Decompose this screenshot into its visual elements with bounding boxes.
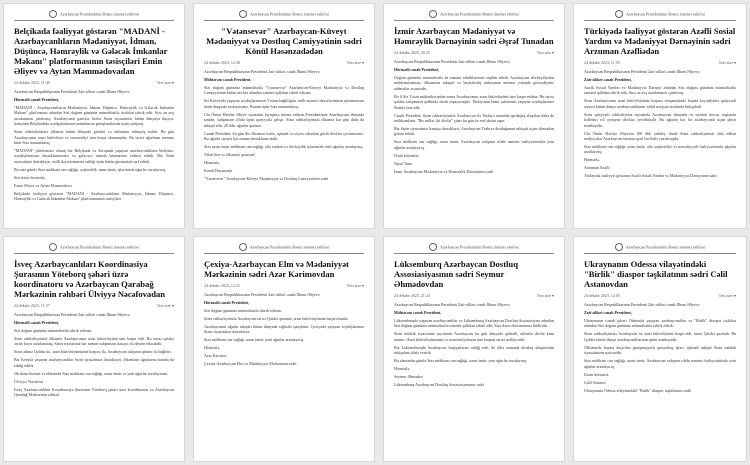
text-size-control[interactable]: Text size ▾ <box>347 283 364 288</box>
site-name: Azərbaycan Prezidentinin Rəsmi internet səhifəsi <box>625 244 706 250</box>
letter-paragraph: Sizə möhkəm can sağlığı, uzun ömür, Azərbaycan xalqının rifahı naminə fəaliyyətinizdə yeni uğurlar arzulayırıq. <box>394 139 554 150</box>
header-divider <box>14 20 174 21</box>
letter-paragraph: Ulu Öndər Heydər Əliyevin 100 illik yubiley ilində Sizin rəhbərliyinizlə əldə edilən nailiyyətlər Azərbaycan tarixinə qızıl hərflərlə yazılacaqdır. <box>584 130 736 142</box>
publish-date: 24 dekabr 2023, 12:31 <box>204 283 240 288</box>
letter-meta <box>584 293 736 298</box>
text-size-control[interactable]: Text size ▾ <box>537 50 554 55</box>
page-header <box>204 10 364 19</box>
letter-paragraph: Azərbaycan Respublikasının Prezidenti Zati-aliləri cənab İlham Əliyevə <box>14 89 130 94</box>
text-size-control[interactable]: Text size ▾ <box>719 293 736 298</box>
letter-paragraph: "MADANİ" platforması olaraq biz Belçikada və Avropada yaşayan azərbaycanlıların birliyinə, soydaşlarımızın dəstəklənməsinə və gələcəyə inamla baxmasına xidmət edirik. Biz Sizin siyasətinizi dəstəkləyir, milli dəyərlərimizin təbliği üçün bütün gücümüzü sərf edirik. <box>14 148 174 164</box>
letter-paragraph: Sizi doğum gününüz münasibətilə təbrik edirəm. <box>204 308 282 313</box>
letter-paragraph: Dərin hörmətlə, <box>394 152 420 158</box>
letter-paragraph: Lüksemburqda yaşayan azərbaycanlılar və Lüksemburq Azərbaycan Dostluq Assosiasiyası adından Sizi doğum gününüz münasibətilə səmimi qəlbdən təbrik edir, Sizə dərin ehtiramımızı bildiririk. <box>394 318 554 329</box>
letter-meta <box>14 80 174 85</box>
publish-date: 24 dekabr 2023, 11:49 <box>14 80 50 85</box>
letter-paragraph: Sizin rəhbərliyinizlə Azərbaycan tarixi Qələbə qazandı, ərazi bütövlüyümüz bərpa olundu. <box>204 316 349 321</box>
state-emblem-icon <box>49 243 57 251</box>
header-divider <box>394 253 554 254</box>
letter-paragraph: Azərbaycanın uğurlu inkişafı bütün dünyada rəğbətlə qarşılanır. Çexiyada yaşayan soydaşlarımız Sizin siyasətinizi dəstəkləyir. <box>204 324 364 335</box>
letter-paragraph: Azərbaycan Respublikasının Prezidenti Zati-aliləri cənab İlham Əliyevə <box>394 59 510 64</box>
letter-paragraph: "MADANİ - Azərbaycanlıların Mədəniyyət, İdman, Düşüncə, Həmrəylik və Gələcək İmkanlar Məkanı" platforması adından Sizi doğum gününüz münasibətilə ürəkdən təbrik edir, Sizə ən xoş arzularımızı çatdırırıq. Azərbaycanlı gənclər, bizlər Sizin siyasətinizi bütün dünyaya daşıyır, həmçinin Belçikadakı soydaşlarımızın imkanlarını genişləndirmək üçün çalışırıq. <box>14 105 174 127</box>
letter-paragraph: Azərbaycan Respublikasının Prezidenti Zati-aliləri cənab İlham Əliyevə <box>584 302 700 307</box>
page-header <box>204 243 364 252</box>
page-header <box>14 243 174 252</box>
site-name: Azərbaycan Prezidentinin Rəsmi internet səhifəsi <box>59 11 140 17</box>
letter-title: Ukraynanın Odessa vilayətindəki "Birlik" diaspor təşkilatının sədri Cəlil Astanovdan <box>584 259 728 289</box>
letter-paragraph: Cənab Prezident, bu gün Siz ölkəmizi hərbi, iqtisadi və siyasi cəhətdən güclü dövlətə çevirmisiniz. Bu uğurlu siyasət hər zaman dəstəklənəcəkdir. <box>204 130 364 142</box>
letter-paragraph: Sizin qətiyyətli rəhbərliyiniz sayəsində Azərbaycan dünyada öz sözünü deyən, regionda həlledici rol oynayan dövlətə çevrilmişdir. Bu uğurlar hər bir azərbaycanlı üçün qürur mənbəyidir. <box>584 111 736 128</box>
document-page <box>4 4 184 228</box>
site-name: Azərbaycan Prezidentinin Rəsmi internet səhifəsi <box>249 244 330 250</box>
letter-title: "Vətənsevər" Azərbaycan-Küveyt Mədəniyyət və Dostluq Cəmiyyətinin sədri Könül Həsənzadədən <box>206 26 362 56</box>
letter-paragraph: Hörmətlə, <box>584 157 601 163</box>
page-header <box>584 243 736 252</box>
letter-paragraph: Seymur Əhmədov <box>394 374 424 380</box>
letter-title: Lüksemburq Azərbaycan Dostluq Assosiasiyasının sədri Seymur Əhmədovdan <box>394 259 518 289</box>
letter-paragraph: Biz Lüksemburqda Azərbaycan həqiqətlərini təbliğ edir, iki ölkə arasında dostluq əlaqələrinin inkişafına töhfə veririk. <box>394 344 554 356</box>
letter-paragraph: Hörmətli cənab Prezident, <box>14 320 59 325</box>
letter-paragraph: Lüksemburq Azərbaycan Dostluq Assosiasiyasının sədri <box>394 382 484 388</box>
letter-paragraph: Belçikada fəaliyyət göstərən "MADANİ - Azərbaycanlıların Mədəniyyət, İdman, Düşüncə, Həmrəylik və Gələcək İmkanlar Məkanı" platformasının təsisçiləri <box>14 190 174 202</box>
letter-paragraph: Möhtərəm cənab Prezident, <box>394 310 442 315</box>
text-size-control[interactable]: Text size ▾ <box>537 293 554 298</box>
state-emblem-icon <box>239 243 247 251</box>
letter-paragraph: Zati-aliləri cənab Prezident, <box>584 77 632 82</box>
letter-paragraph: Sizin rəhbərliyinizlə Azərbaycan öz ərazi bütövlüyünü bərpa etdi, tarixi Qələbə qazandı. Bu Qələbə bütün dünya azərbaycanlılarının qürur mənbəyidir. <box>584 331 736 342</box>
publish-date: 24 dekabr 2023, 11:57 <box>14 303 50 308</box>
letter-paragraph: Azərbaycan Respublikasının Prezidenti Zati-aliləri cənab İlham Əliyevə <box>204 69 320 74</box>
letter-title: Belçikada fəaliyyət göstərən "MADANİ - Azərbaycanlıların Mədəniyyət, İdman, Düşüncə, Həmrəylik və Gələcək İmkanlar Məkanı" platformasının təsisçiləri Emin Əliyev və Aytən Məmmədovadan <box>14 26 168 76</box>
text-size-control[interactable]: Text size ▾ <box>719 60 736 65</box>
letter-paragraph: Hörmətli cənab Prezident, <box>394 67 439 72</box>
letter-paragraph: Bu il Siz Vətən müharibəsindən sonra Azərbaycanın ərazi bütövlüyünü tam bərpa etdiniz. Bu tarixi qələbə xalqımızın qəlbində əbədi yaşayacaqdır. Türkiyənin İzmir şəhərində yaşayan soydaşlarımız Sizinlə fəxr edir. <box>394 93 554 110</box>
header-divider <box>14 253 174 254</box>
letter-paragraph: Bu əlamətdar gündə Sizə möhkəm can sağlığı, uzun ömür, yeni uğurlar arzulayırıq. <box>394 358 528 364</box>
letter-meta <box>204 60 364 65</box>
letter-paragraph: Cəlil Astanov <box>584 379 606 385</box>
state-emblem-icon <box>429 243 437 251</box>
letter-paragraph: Sizin Azərbaycanın ərazi bütövlüyünün bərpası istiqamətində həyata keçirdiyiniz qətiyyətli siyasət bütün dünya azərbaycanlılarını vahid məqsəd ətrafında birləşdirdi. <box>584 98 736 109</box>
letter-paragraph: Sizə möhkəm can sağlığı, uzun ömür, ailə xoşbəxtliyi və məsuliyyətli fəaliyyətinizdə uğurlar arzulayırıq. <box>584 144 736 155</box>
site-name: Azərbaycan Prezidentinin Rəsmi internet səhifəsi <box>439 244 520 250</box>
letter-paragraph: Ukraynanın cənub şəhəri Odessada yaşayan azərbaycanlılar və "Birlik" diaspor təşkilatı adından Sizi doğum gününüz münasibətilə təbrik edirik. <box>584 318 736 329</box>
letter-paragraph: Hörmətlə, <box>204 345 221 351</box>
header-divider <box>584 253 736 254</box>
text-size-control[interactable]: Text size ▾ <box>347 60 364 65</box>
letter-paragraph: Azərbaycan Respublikasının Prezidenti Zati-aliləri cənab İlham Əliyevə <box>14 312 130 317</box>
letter-paragraph: İzmir Azərbaycan Mədəniyyət və Həmrəylik Dərnəyinin sədri <box>394 168 494 174</box>
letter-meta <box>394 293 554 298</box>
letter-title: İsveç Azərbaycanlıları Koordinasiya Şurasının Yöteborq şəhəri üzrə koordinatoru və Azərbaycan Qarabağ Mərkəzinin rəhbəri Ülviyyə Nəcəfovadan <box>14 259 166 299</box>
letter-paragraph: Azərbaycan Respublikasının Prezidenti Zati-aliləri cənab İlham Əliyevə <box>394 302 510 307</box>
letter-paragraph: Doğum gününüz münasibətilə ən səmimi təbriklərimizi təqdim edirik. Azərbaycan dövlətçiliyinin möhkəmlənməsi, ölkəmizin inkişafı və beynəlxalq nüfuzunun artması yolunda göstərdiyiniz xidmətlər əvəzsizdir. <box>394 75 554 91</box>
letter-paragraph: Sizin müdrik siyasətiniz sayəsində Azərbaycan bu gün dünyada qüdrətli, nüfuzlu dövlət kimi tanınır. Ərazi bütövlüyümüzün və suverenliyimizin tam bərpası tarixi nailiyyətdir. <box>394 331 554 342</box>
letter-paragraph: Arzuman Azəfli <box>584 165 610 171</box>
letter-paragraph: Hörmətli cənab Prezident, <box>14 97 59 102</box>
text-size-control[interactable]: Text size ▾ <box>157 303 174 308</box>
letter-paragraph: Hörmətlə, <box>204 160 221 166</box>
letter-title: Çexiya-Azərbaycan Elm və Mədəniyyət Mərkəzinin sədri Azər Kərimovdan <box>204 259 349 279</box>
document-page <box>194 4 374 228</box>
document-page <box>384 4 564 228</box>
document-page <box>574 4 746 228</box>
letter-meta <box>394 50 554 55</box>
letter-paragraph: Zati-aliləri cənab Prezident, <box>584 310 632 315</box>
state-emblem-icon <box>239 10 247 18</box>
letter-paragraph: Allah Sizi və ölkəmizi qorusun! <box>204 152 256 158</box>
site-name: Azərbaycan Prezidentinin Rəsmi internet səhifəsi <box>625 11 706 17</box>
letter-paragraph: Dərin hörmətlə, <box>584 371 610 377</box>
document-page <box>194 237 374 461</box>
letter-body <box>584 69 736 179</box>
state-emblem-icon <box>615 10 623 18</box>
letter-paragraph: Azərbaycan Respublikasının Prezidenti Zati-aliləri cənab İlham Əliyevə <box>204 292 320 297</box>
letter-meta <box>584 60 736 65</box>
text-size-control[interactable]: Text size ▾ <box>157 80 174 85</box>
document-page <box>384 237 564 461</box>
letter-paragraph: Bu əziz gündə Sizə möhkəm can sağlığı, xoşbəxtlik, uzun ömür, işlərinizdə uğurlar arzulayırıq. <box>14 166 167 172</box>
publish-date: 24 dekabr 2023, 12:38 <box>204 60 240 65</box>
publish-date: 24 dekabr 2023, 11:59 <box>584 60 620 65</box>
letter-paragraph: Sizə möhkəm can sağlığı, uzun ömür, Azərbaycan xalqının rifahı naminə fəaliyyətinizdə yeni uğurlar arzulayırıq. <box>584 358 736 369</box>
letter-paragraph: Biz İsveçdə yaşayan azərbaycanlılar Sizin siyasətinizi dəstəkləyir, ölkəmizin uğurlarını burada da təbliğ edirik. <box>14 357 174 368</box>
letter-paragraph: Biz Sizin siyasətinizi həmişə dəstəkləyir, Azərbaycan-Türkiyə dostluğunun inkişafı üçün əlimizdən gələni edirik. <box>394 126 554 137</box>
header-divider <box>204 253 364 254</box>
page-header <box>584 10 736 19</box>
publish-date: 24 dekabr 2023, 12:05 <box>584 293 620 298</box>
letter-paragraph: Çexiya-Azərbaycan Elm və Mədəniyyət Mərkəzinin sədri <box>204 361 297 367</box>
state-emblem-icon <box>615 243 623 251</box>
letter-paragraph: Azərbaycan Respublikasının Prezidenti Zati-aliləri cənab İlham Əliyevə <box>584 69 700 74</box>
letter-body <box>204 292 364 367</box>
page-header <box>394 243 554 252</box>
letter-paragraph: Sizi doğum gününüz münasibətilə təbrik edirəm. <box>14 328 92 333</box>
page-header <box>394 10 554 19</box>
letter-paragraph: Əşrəf Tuna <box>394 160 412 166</box>
letter-body <box>14 312 174 398</box>
letter-paragraph: Ölkəmizdə həyata keçirilən genişmiqyaslı quruculuq işləri, iqtisadi inkişaf Sizin müdrik siyasətinizin nəticəsidir. <box>584 344 736 356</box>
letter-body <box>394 302 554 388</box>
site-name: Azərbaycan Prezidentinin Rəsmi internet səhifəsi <box>59 244 140 250</box>
document-page <box>574 237 746 461</box>
letter-paragraph: Sizin rəhbərliyinizlə ölkəmiz Azərbaycanın ərazi bütövlüyünü tam bərpa etdi. Bu tarixi qələbə əsrlər boyu xatırlanacaq, Sizin siyasətiniz hər zaman xalqımızın dəstəyi ilə davam edəcəkdir. <box>14 336 174 347</box>
letter-paragraph: Sizə uzun ömür, möhkəm can sağlığı, ailə səadəti və dövlətçilik işlərinizdə yeni uğurlar arzulayırıq. <box>204 144 364 150</box>
letter-paragraph: İsveç Azərbaycanlıları Koordinasiya Şurasının Yöteborq şəhəri üzrə koordinatoru və Azərbaycan Qarabağ Mərkəzinin rəhbəri <box>14 386 174 398</box>
letter-paragraph: Hörmətlə, <box>394 366 411 372</box>
site-name: Azərbaycan Prezidentinin Rəsmi internet səhifəsi <box>439 11 520 17</box>
letter-paragraph: Siz Küveytdə yaşayan soydaşlarımızın Vətənə bağlılığını, milli-mənəvi dəyərlərimizin qorunmasını daim diqqətdə saxlayırsınız. Bunun üçün Sizə minnətdarıq. <box>204 98 364 109</box>
letter-paragraph: Ülviyyə Nəcəfova <box>14 378 44 384</box>
letter-paragraph: Sizi dərin hörmətlə, <box>14 174 46 180</box>
publish-date: 24 dekabr 2023, 21:24 <box>394 293 430 298</box>
letter-body <box>394 59 554 174</box>
letter-paragraph: Sizin adınız Qələbə ilə, ərazi bütövlüyümüzün bərpası ilə, Azərbaycan xalqının qüruru ilə bağlıdır. <box>14 349 172 355</box>
letter-meta <box>204 283 364 288</box>
letter-paragraph: Sizin rəhbərliyinizlə ölkəmiz bütün dünyada gücünü və nüfuzunu nümayiş etdirir. Bu gün Azərbaycanın ərazi bütövlüyü və suverenliyi tam bərpa olunmuşdur. Bu tarixi uğurların memarı kimi Sizə minnətdarıq. <box>14 129 174 146</box>
letter-meta <box>14 303 174 308</box>
letter-paragraph: Türkiyədə fəaliyyət göstərən Azəfli Sosial Yardım və Mədəniyyət Dərnəyinin sədri <box>584 173 717 179</box>
header-divider <box>584 20 736 21</box>
header-divider <box>204 20 364 21</box>
page-header <box>14 10 174 19</box>
publish-date: 24 dekabr 2023, 20:25 <box>394 50 430 55</box>
letter-paragraph: Azəfli Sosial Yardım və Mədəniyyət Dərnəyi adından Sizi doğum gününüz münasibətilə səmimi qəlbdən təbrik edir, Sizə ən xoş arzularımızı çatdırırıq. <box>584 85 736 96</box>
letter-paragraph: Möhtərəm cənab Prezident, <box>204 77 252 82</box>
letter-body <box>14 89 174 202</box>
letter-paragraph: Ən dərin hörmət və ehtiramla Sizə möhkəm can sağlığı, uzun ömür və yeni uğurlar arzulayıram. <box>14 370 168 376</box>
letter-body <box>584 302 736 393</box>
letter-paragraph: "Vətənsevər" Azərbaycan-Küveyt Mədəniyyət və Dostluq Cəmiyyətinin sədri <box>204 176 329 182</box>
state-emblem-icon <box>49 10 57 18</box>
state-emblem-icon <box>429 10 437 18</box>
header-divider <box>394 20 554 21</box>
letter-paragraph: Azər Kərimov <box>204 353 227 359</box>
letter-body <box>204 69 364 181</box>
letter-paragraph: Hörmətli cənab Prezident, <box>204 300 249 305</box>
letter-paragraph: Cənab Prezident, Sizin rəhbərliyinizlə Azərbaycan ilə Türkiyə arasında qardaşlıq əlaqələri daha da möhkəmlənir. "Bir millət, iki dövlət" şüarı bu gün öz real əksini tapır. <box>394 112 554 124</box>
letter-title: Türkiyədə fəaliyyət göstərən Azəfli Sosial Yardım və Mədəniyyət Dərnəyinin sədri Arzuman Azəfliədən <box>584 26 736 56</box>
letter-paragraph: Könül Həsənzadə <box>204 168 233 174</box>
letter-title: İzmir Azərbaycan Mədəniyyət və Həmrəylik Dərnəyinin sədri Əşrəf Tunadan <box>394 26 554 46</box>
letter-paragraph: Ulu Öndər Heydər Əliyev siyasətini layiqincə davam etdirən Prezidentimiz Azərbaycanı dünyada tanıdır, xalqımızın rifahı üçün qətiyyətlə çalışır. Sizin rəhbərliyinizlə ölkəmiz hər gün daha da inkişaf edir, 20 ildir uğurlar qazanır. <box>204 111 364 128</box>
letter-paragraph: Sizə möhkəm can sağlığı, uzun ömür, yeni uğurlar arzulayırıq. <box>204 337 304 343</box>
site-name: Azərbaycan Prezidentinin Rəsmi internet səhifəsi <box>249 11 330 17</box>
letter-paragraph: Emin Əliyev və Aytən Məmmədova <box>14 182 72 188</box>
document-page <box>4 237 184 461</box>
letter-paragraph: Sizi doğum gününüz münasibətilə "Vətənsevər" Azərbaycan-Küveyt Mədəniyyət və Dostluq Cəmiyyətinin bütün üzvləri adından səmimi qəlbdən təbrik edirəm. <box>204 85 364 96</box>
letter-paragraph: Ukraynanın Odessa vilayətindəki "Birlik" diaspor təşkilatının sədri <box>584 387 692 393</box>
